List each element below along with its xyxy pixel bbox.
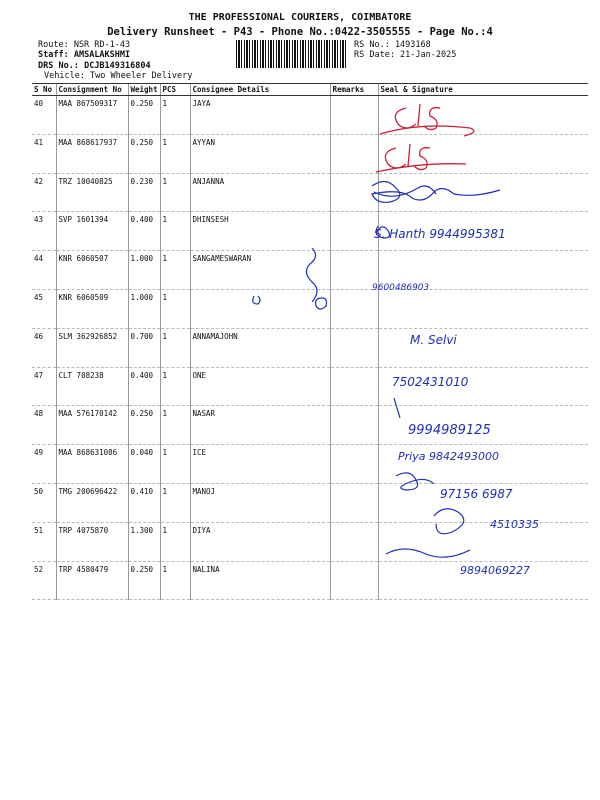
cell-consignee: AYYAN	[190, 134, 330, 173]
table-row	[32, 328, 588, 367]
runsheet-table	[32, 83, 588, 600]
runsheet-subtitle: Delivery Runsheet - P43 - Phone No.:0422-3505555 - Page No.:4	[107, 26, 493, 38]
cell-consignee: NALINA	[190, 561, 330, 600]
cell-weight: 0.700	[128, 328, 160, 367]
hand-row49: 9994989125	[408, 423, 491, 438]
hand-row45: 9600486903	[372, 283, 430, 293]
cell-consignment: CLT 708238	[56, 367, 128, 406]
cell-signature	[378, 96, 588, 135]
cell-consignment: MAA 868631086	[56, 445, 128, 484]
col-header-consignee: Consignee Details	[190, 84, 330, 96]
barcode	[236, 40, 348, 68]
cell-consignee: ICE	[190, 445, 330, 484]
col-header-consignment: Consignment No	[56, 84, 128, 96]
cell-pcs: 1	[160, 289, 190, 328]
cell-consignment: SLM 362926852	[56, 328, 128, 367]
cell-sno: 40	[32, 96, 56, 135]
cell-signature	[378, 561, 588, 600]
cell-signature	[378, 445, 588, 484]
drs-value: DCJB149316804	[84, 61, 151, 71]
cell-consignee: ANNAMAJOHN	[190, 328, 330, 367]
cell-consignment: TRP 4075870	[56, 522, 128, 561]
table-row	[32, 367, 588, 406]
cell-pcs: 1	[160, 483, 190, 522]
cell-weight: 0.250	[128, 134, 160, 173]
cell-signature	[378, 173, 588, 212]
staff-line	[38, 50, 130, 60]
cell-pcs: 1	[160, 561, 190, 600]
cell-signature	[378, 522, 588, 561]
table-row	[32, 445, 588, 484]
hand-row52: 9894069227	[460, 564, 530, 577]
cell-remarks	[330, 522, 378, 561]
cell-sno: 44	[32, 251, 56, 290]
cell-weight: 0.250	[128, 561, 160, 600]
cell-remarks	[330, 289, 378, 328]
rs-date: RS Date: 21-Jan-2025	[354, 50, 457, 60]
cell-sno: 45	[32, 289, 56, 328]
cell-remarks	[330, 406, 378, 445]
cell-pcs: 1	[160, 96, 190, 135]
cell-remarks	[330, 251, 378, 290]
staff-value: AMSALAKSHMI	[73, 50, 131, 60]
cell-pcs: 1	[160, 328, 190, 367]
vehicle-text: Vehicle: Two Wheeler Delivery	[44, 71, 193, 81]
table-body	[32, 96, 588, 600]
table-row	[32, 289, 588, 328]
cell-remarks	[330, 328, 378, 367]
cell-remarks	[330, 483, 378, 522]
cell-remarks	[330, 445, 378, 484]
hand-row47: 7502431010	[392, 375, 469, 389]
cell-remarks	[330, 173, 378, 212]
rs-number: RS No.: 1493168	[354, 40, 431, 50]
cell-sno: 47	[32, 367, 56, 406]
cell-consignment: MAA 576170142	[56, 406, 128, 445]
cell-signature	[378, 328, 588, 367]
table-row	[32, 173, 588, 212]
col-header-weight: Weight	[128, 84, 160, 96]
cell-consignee: JAYA	[190, 96, 330, 135]
table-row	[32, 561, 588, 600]
cell-remarks	[330, 212, 378, 251]
cell-pcs: 1	[160, 251, 190, 290]
cell-weight: 0.400	[128, 367, 160, 406]
table-row	[32, 134, 588, 173]
cell-consignment: KNR 6060507	[56, 251, 128, 290]
cell-consignee: ANJANNA	[190, 173, 330, 212]
cell-consignment: KNR 6060509	[56, 289, 128, 328]
cell-consignee: ONE	[190, 367, 330, 406]
cell-signature	[378, 406, 588, 445]
cell-weight: 0.250	[128, 96, 160, 135]
cell-consignment: MAA 868617937	[56, 134, 128, 173]
cell-sno: 50	[32, 483, 56, 522]
cell-consignee	[190, 289, 330, 328]
cell-remarks	[330, 561, 378, 600]
cell-signature	[378, 289, 588, 328]
cell-pcs: 1	[160, 445, 190, 484]
table-row	[32, 212, 588, 251]
cell-signature	[378, 483, 588, 522]
cell-sno: 43	[32, 212, 56, 251]
col-header-signature: Seal & Signature	[378, 84, 588, 96]
hand-row51: 4510335	[490, 518, 539, 531]
cell-pcs: 1	[160, 522, 190, 561]
cell-sno: 52	[32, 561, 56, 600]
cell-consignment: MAA 867509317	[56, 96, 128, 135]
cell-weight: 1.000	[128, 251, 160, 290]
cell-weight: 0.410	[128, 483, 160, 522]
cell-remarks	[330, 134, 378, 173]
cell-pcs: 1	[160, 406, 190, 445]
cell-consignee: DHINSESH	[190, 212, 330, 251]
cell-sno: 51	[32, 522, 56, 561]
table-row	[32, 522, 588, 561]
col-header-sno: S No	[32, 84, 56, 96]
table-row	[32, 251, 588, 290]
cell-consignee: MANOJ	[190, 483, 330, 522]
staff-label: Staff:	[38, 50, 69, 60]
hand-row43: S. Hanth 9944995381	[374, 227, 506, 241]
cell-consignee: NASAR	[190, 406, 330, 445]
company-title: THE PROFESSIONAL COURIERS, COIMBATORE	[188, 12, 412, 23]
cell-weight: 0.040	[128, 445, 160, 484]
cell-weight: 0.230	[128, 173, 160, 212]
table-header-row	[32, 84, 588, 96]
cell-pcs: 1	[160, 212, 190, 251]
cell-pcs: 1	[160, 173, 190, 212]
cell-sno: 48	[32, 406, 56, 445]
table-row	[32, 96, 588, 135]
hand-row46: M. Selvi	[410, 333, 457, 347]
cell-consignee: DIYA	[190, 522, 330, 561]
cell-weight: 0.250	[128, 406, 160, 445]
table-row	[32, 483, 588, 522]
hand-row49b: Priya 9842493000	[398, 450, 499, 463]
cell-pcs: 1	[160, 367, 190, 406]
cell-consignment: TRP 4580479	[56, 561, 128, 600]
cell-sno: 41	[32, 134, 56, 173]
cell-sno: 46	[32, 328, 56, 367]
cell-consignment: TMG 200696422	[56, 483, 128, 522]
hand-row50: 97156 6987	[440, 487, 513, 501]
route-text: Route: NSR RD-1-43	[38, 40, 131, 50]
col-header-remarks: Remarks	[330, 84, 378, 96]
cell-signature	[378, 134, 588, 173]
cell-remarks	[330, 96, 378, 135]
cell-signature	[378, 367, 588, 406]
cell-consignment: SVP 1601394	[56, 212, 128, 251]
drs-line	[38, 61, 151, 71]
cell-weight: 1.300	[128, 522, 160, 561]
drs-label: DRS No.:	[38, 61, 79, 71]
cell-signature	[378, 251, 588, 290]
table-row	[32, 406, 588, 445]
cell-sno: 42	[32, 173, 56, 212]
cell-sno: 49	[32, 445, 56, 484]
cell-consignment: TRZ 10040825	[56, 173, 128, 212]
cell-weight: 0.400	[128, 212, 160, 251]
col-header-pcs: PCS	[160, 84, 190, 96]
cell-pcs: 1	[160, 134, 190, 173]
cell-consignee: SANGAMESWARAN	[190, 251, 330, 290]
cell-signature	[378, 212, 588, 251]
cell-weight: 1.000	[128, 289, 160, 328]
cell-remarks	[330, 367, 378, 406]
